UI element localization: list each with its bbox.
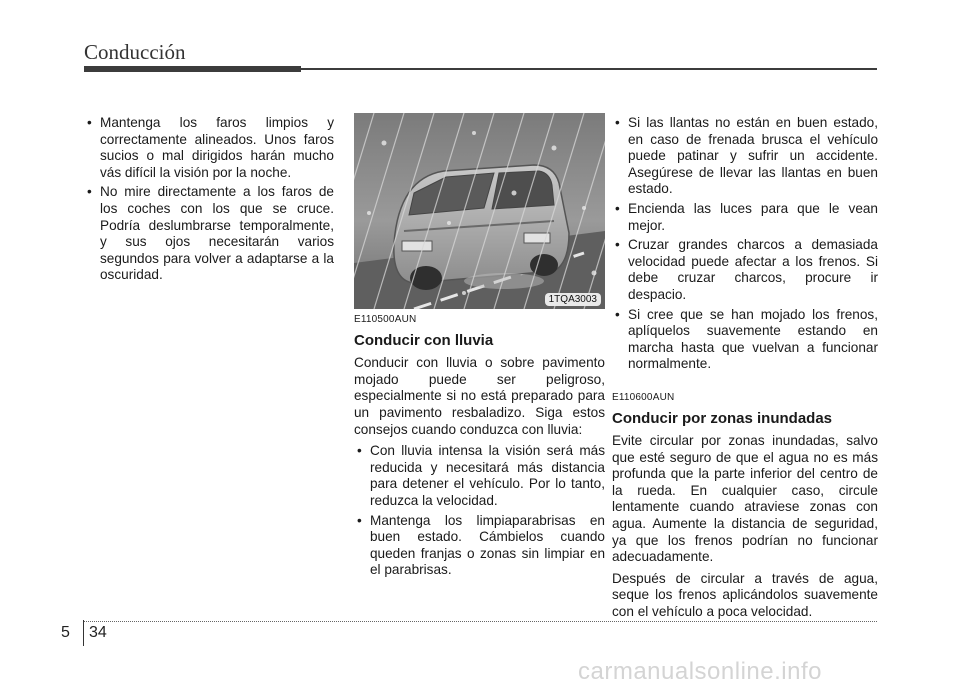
rain-car-image <box>354 113 605 309</box>
left-column <box>84 115 334 287</box>
header-rule-thin <box>301 68 877 70</box>
section-heading: Conducir con lluvia <box>354 331 494 349</box>
wet-road-tips-list <box>612 115 878 373</box>
headlight-tips-list <box>84 115 334 284</box>
section-code: E110600AUN <box>612 391 675 403</box>
middle-column <box>354 312 605 582</box>
chapter-number: 5 <box>61 624 70 641</box>
paragraph: Evite circular por zonas inundadas, salvo que esté seguro de que el agua no es más profunda que la parte inferior del centro de la rueda. En cualquier caso, circule lentamente cuando atraviese zonas con agua. Aumente la distancia de seguridad, ya que los frenos podrían no funcionar adecuadamente. <box>612 433 878 565</box>
page-number-divider <box>83 620 84 646</box>
list-item: • No mire directamente a los faros de los coches con los que se cruce. Podría deslumbrarse temporalmente, y sus ojos necesitarán varios segundos para volver a adaptarse a la oscuridad. <box>84 184 334 284</box>
page-number: 34 <box>89 624 107 641</box>
watermark: carmanualsonline.info <box>578 658 822 685</box>
section-intro: Conducir con lluvia o sobre pavimento mojado puede ser peligroso, especialmente si no está preparado para un pavimento resbaladizo. Siga estos consejos cuando conduzca con lluvia: <box>354 355 605 437</box>
list-item: • Mantenga los faros limpios y correctamente alineados. Unos faros sucios o mal dirigidos harán mucho vás difícil la visión por la noche. <box>84 115 334 181</box>
rain-van-illustration <box>354 113 605 309</box>
right-column <box>612 115 878 626</box>
list-item: • Con lluvia intensa la visión será más reducida y necesitará más distancia para detener el vehículo. Por lo tanto, reduzca la velocidad. <box>354 443 605 509</box>
list-item: • Encienda las luces para que le vean mejor. <box>612 201 878 234</box>
list-item: • Si cree que se han mojado los frenos, aplíquelos suavemente estando en marcha hasta que vuelvan a funcionar normalmente. <box>612 307 878 373</box>
list-item: • Mantenga los limpiaparabrisas en buen estado. Cámbielos cuando queden franjas o zonas sin limpiar en el parabrisas. <box>354 513 605 579</box>
image-caption: 1TQA3003 <box>545 293 601 306</box>
paragraph: Después de circular a través de agua, seque los frenos aplicándolos suavemente con el vehículo a poca velocidad. <box>612 570 878 620</box>
header-rule-thick <box>84 66 301 72</box>
section-code: E110500AUN <box>354 314 417 325</box>
list-item: • Cruzar grandes charcos a demasiada velocidad puede afectar a los frenos. Si debe cruzar charcos, procure ir despacio. <box>612 237 878 303</box>
section-heading: Conducir por zonas inundadas <box>612 409 833 427</box>
list-item: • Si las llantas no están en buen estado, en caso de frenada brusca el vehículo puede patinar y sufrir un accidente. Asegúrese de llevar las llantas en buen estado. <box>612 115 878 198</box>
footer-rule <box>83 621 877 622</box>
rain-tips-list <box>354 443 605 579</box>
page-header-title: Conducción <box>84 40 186 64</box>
